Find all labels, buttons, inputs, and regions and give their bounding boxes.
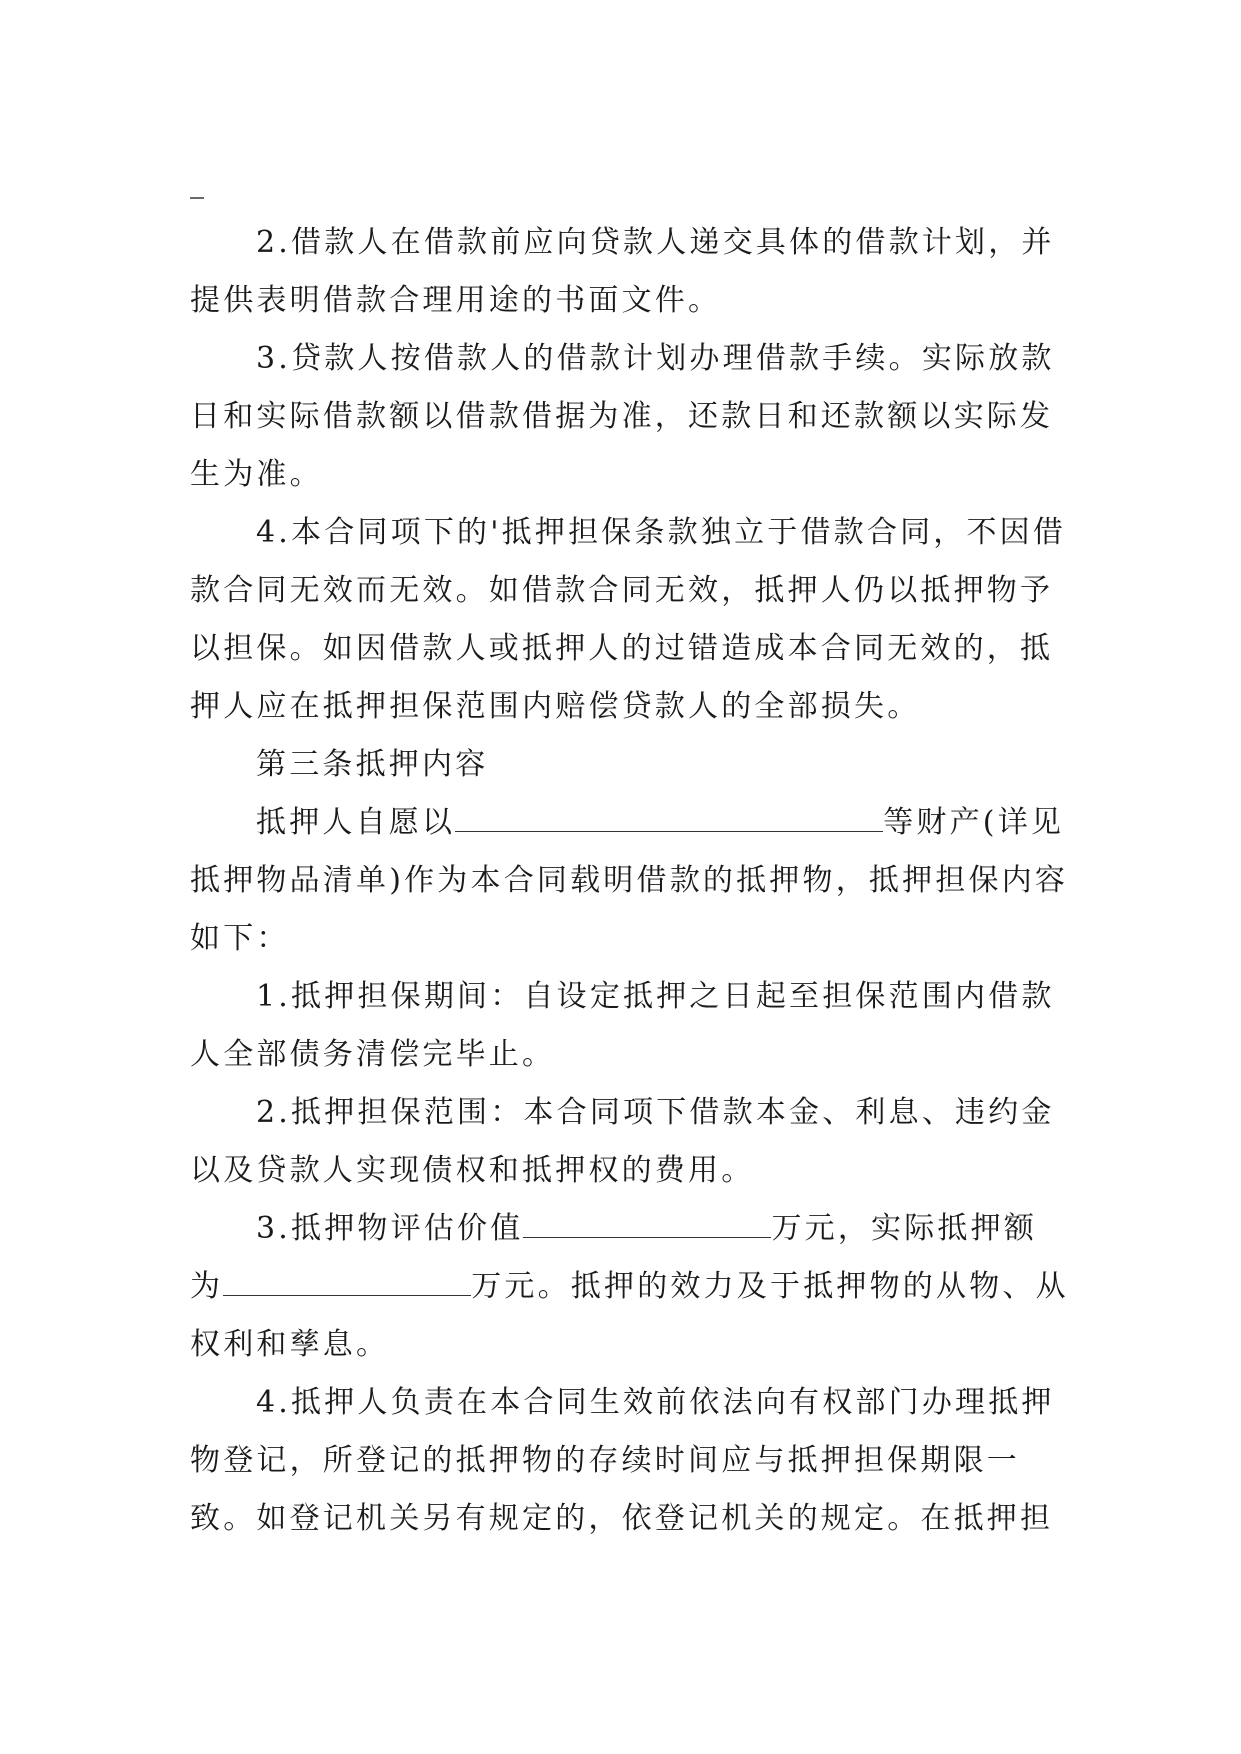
section-heading-article-3: 第三条抵押内容 xyxy=(256,747,489,782)
valuation-text-c: 万元。抵押的效力及于抵押物的从物、从权利和孳息。 xyxy=(190,1269,1069,1362)
paragraph-guarantee-period: 1.抵押担保期间：自设定抵押之日起至担保范围内借款人全部债务清偿完毕止。 xyxy=(190,979,1055,1072)
collateral-property-blank xyxy=(455,805,883,832)
header-dash-mark xyxy=(190,197,204,199)
paragraph-registration: 4.抵押人负责在本合同生效前依法向有权部门办理抵押物登记，所登记的抵押物的存续时间应与抵押担保期限一致。如登记机关另有规定的，依登记机关的规定。在抵押担 xyxy=(190,1385,1055,1536)
valuation-text-b: 万元，实际抵押额为 xyxy=(190,1211,1038,1304)
valuation-amount-blank xyxy=(523,1211,771,1238)
mortgage-amount-blank xyxy=(223,1269,471,1296)
paragraph-valuation xyxy=(190,1200,1070,1374)
document-body xyxy=(190,214,1070,1548)
paragraph-loan-plan: 2.借款人在借款前应向贷款人递交具体的借款计划，并提供表明借款合理用途的书面文件。 xyxy=(190,225,1055,318)
paragraph-collateral-intro xyxy=(190,794,1070,968)
paragraph-independence-clause: 4.本合同项下的'抵押担保条款独立于借款合同，不因借款合同无效而无效。如借款合同无效，抵押人仍以抵押物予以担保。如因借款人或抵押人的过错造成本合同无效的，抵押人应在抵押担保范围内赔偿贷款人的全部损失。 xyxy=(190,515,1067,724)
paragraph-guarantee-scope: 2.抵押担保范围：本合同项下借款本金、利息、违约金以及贷款人实现债权和抵押权的费用。 xyxy=(190,1095,1055,1188)
valuation-text-a: 3.抵押物评估价值 xyxy=(256,1211,524,1246)
paragraph-loan-procedure: 3.贷款人按借款人的借款计划办理借款手续。实际放款日和实际借款额以借款借据为准，还款日和还款额以实际发生为准。 xyxy=(190,341,1055,492)
collateral-intro-text-a: 抵押人自愿以 xyxy=(256,805,456,840)
collateral-intro-text-b: 等财产(详见抵押物品清单)作为本合同载明借款的抵押物，抵押担保内容如下： xyxy=(190,805,1069,956)
